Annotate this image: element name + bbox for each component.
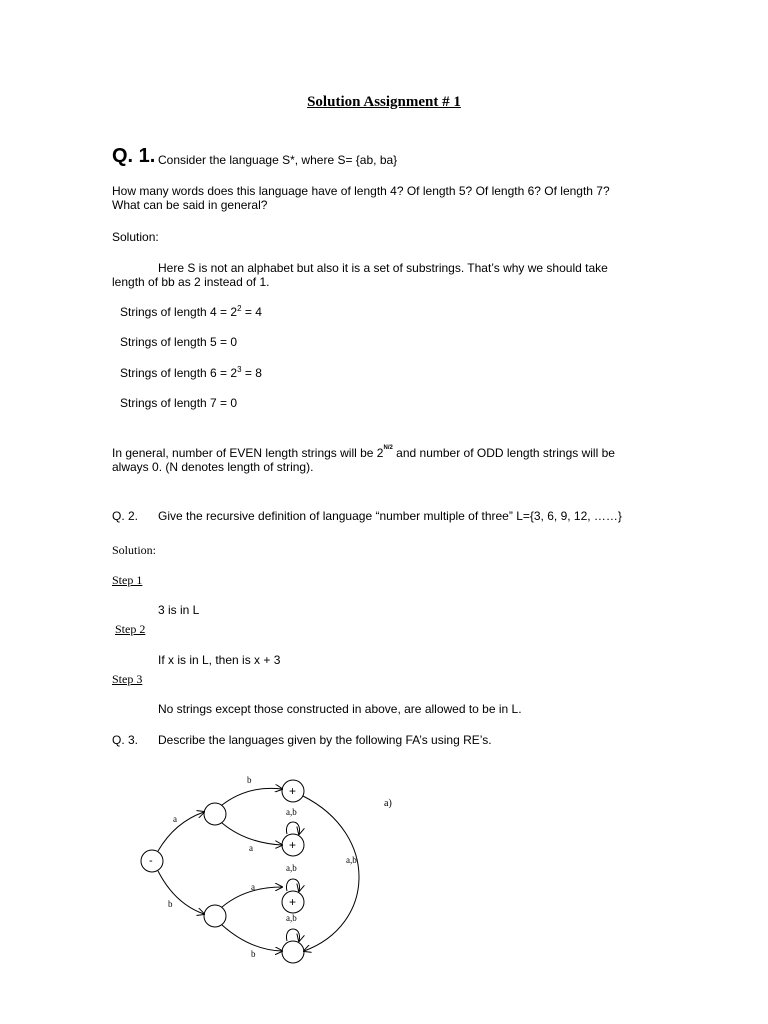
edge-start-to-lower bbox=[158, 871, 204, 914]
label-final1-to-bottom: a,b bbox=[346, 855, 357, 865]
q2-step1-label: Step 1 bbox=[112, 573, 143, 587]
upper-intermediate-state bbox=[204, 803, 226, 825]
q1-explain-line2: length of bb as 2 instead of 1. bbox=[112, 275, 270, 289]
edge-final1-to-bottom bbox=[303, 796, 359, 951]
q2-step2-text: If x is in L, then is x + 3 bbox=[158, 653, 281, 667]
label-start-to-lower: b bbox=[168, 899, 173, 909]
final-state-1-sign: + bbox=[289, 784, 297, 798]
q2-solution-label: Solution: bbox=[112, 543, 157, 557]
label-start-to-upper: a bbox=[173, 814, 177, 824]
edge-start-to-upper bbox=[158, 812, 204, 851]
q1-general-line1: In general, number of EVEN length strings will be $2^{N/2}$ and number of ODD length strings will be bbox=[112, 445, 615, 460]
page-title: Solution Assignment # 1 bbox=[307, 94, 461, 110]
q1-length6-exponent: 3 bbox=[237, 365, 242, 374]
q1-length4: Strings of length $4 = 2^2 = 4$ bbox=[120, 304, 262, 319]
label-loop-bottom-state: a,b bbox=[286, 913, 297, 923]
loop-final3 bbox=[286, 879, 299, 891]
q1-label: Q. 1. bbox=[112, 145, 156, 167]
q1-solution-label: Solution: bbox=[112, 230, 159, 244]
q1-explain-line1: Here S is not an alphabet but also it is a set of substrings. That’s why we should take bbox=[158, 261, 608, 275]
q2-step2-label: Step 2 bbox=[115, 622, 146, 636]
bottom-state bbox=[282, 941, 304, 963]
q1-length4-exponent: 2 bbox=[237, 304, 242, 313]
edge-upper-to-final2 bbox=[222, 823, 282, 845]
q1-question-line1: How many words does this language have of length 4? Of length 5? Of length 6? Of length 7? bbox=[112, 184, 610, 198]
q2-step3-label: Step 3 bbox=[112, 672, 143, 686]
final-state-3-sign: + bbox=[289, 895, 297, 909]
q2-step1-text: 3 is in L bbox=[158, 603, 200, 617]
label-upper-to-final2: a bbox=[249, 843, 253, 853]
edge-lower-to-bottom bbox=[222, 925, 282, 951]
q2-text: Give the recursive definition of language “number multiple of three” L={3, 6, 9, 12, ……} bbox=[158, 509, 622, 523]
label-loop-final2: a,b bbox=[286, 807, 297, 817]
q3-text: Describe the languages given by the following FA’s using RE’s. bbox=[158, 733, 492, 747]
label-lower-to-final3: a bbox=[251, 882, 255, 892]
q1-length7: Strings of length 7 = 0 bbox=[120, 396, 238, 410]
q1-general-exponent: N/2 bbox=[383, 445, 393, 451]
q1-intro: Consider the language S*, where S= {ab, ba} bbox=[158, 153, 398, 167]
part-a-label: a) bbox=[384, 798, 392, 809]
label-upper-to-final1: b bbox=[247, 775, 252, 785]
loop-bottom-state bbox=[286, 929, 299, 941]
q1-general-line2: always 0. (N denotes length of string). bbox=[112, 460, 314, 474]
lower-intermediate-state bbox=[204, 905, 226, 927]
start-state-sign: - bbox=[149, 855, 153, 867]
q1-length6: Strings of length $6 = 2^3 = 8$ bbox=[120, 365, 262, 380]
q1-question-line2: What can be said in general? bbox=[112, 198, 268, 212]
q2-step3-text: No strings except those constructed in above, are allowed to be in L. bbox=[158, 702, 522, 716]
label-loop-final3: a,b bbox=[286, 863, 297, 873]
q3-label: Q. 3. bbox=[112, 733, 139, 747]
edge-upper-to-final1 bbox=[222, 788, 282, 805]
loop-final2 bbox=[286, 822, 299, 834]
q1-length5: Strings of length 5 = 0 bbox=[120, 335, 238, 349]
label-lower-to-bottom: b bbox=[251, 949, 256, 959]
q2-label: Q. 2. bbox=[112, 509, 139, 523]
final-state-2-sign: + bbox=[289, 838, 297, 852]
